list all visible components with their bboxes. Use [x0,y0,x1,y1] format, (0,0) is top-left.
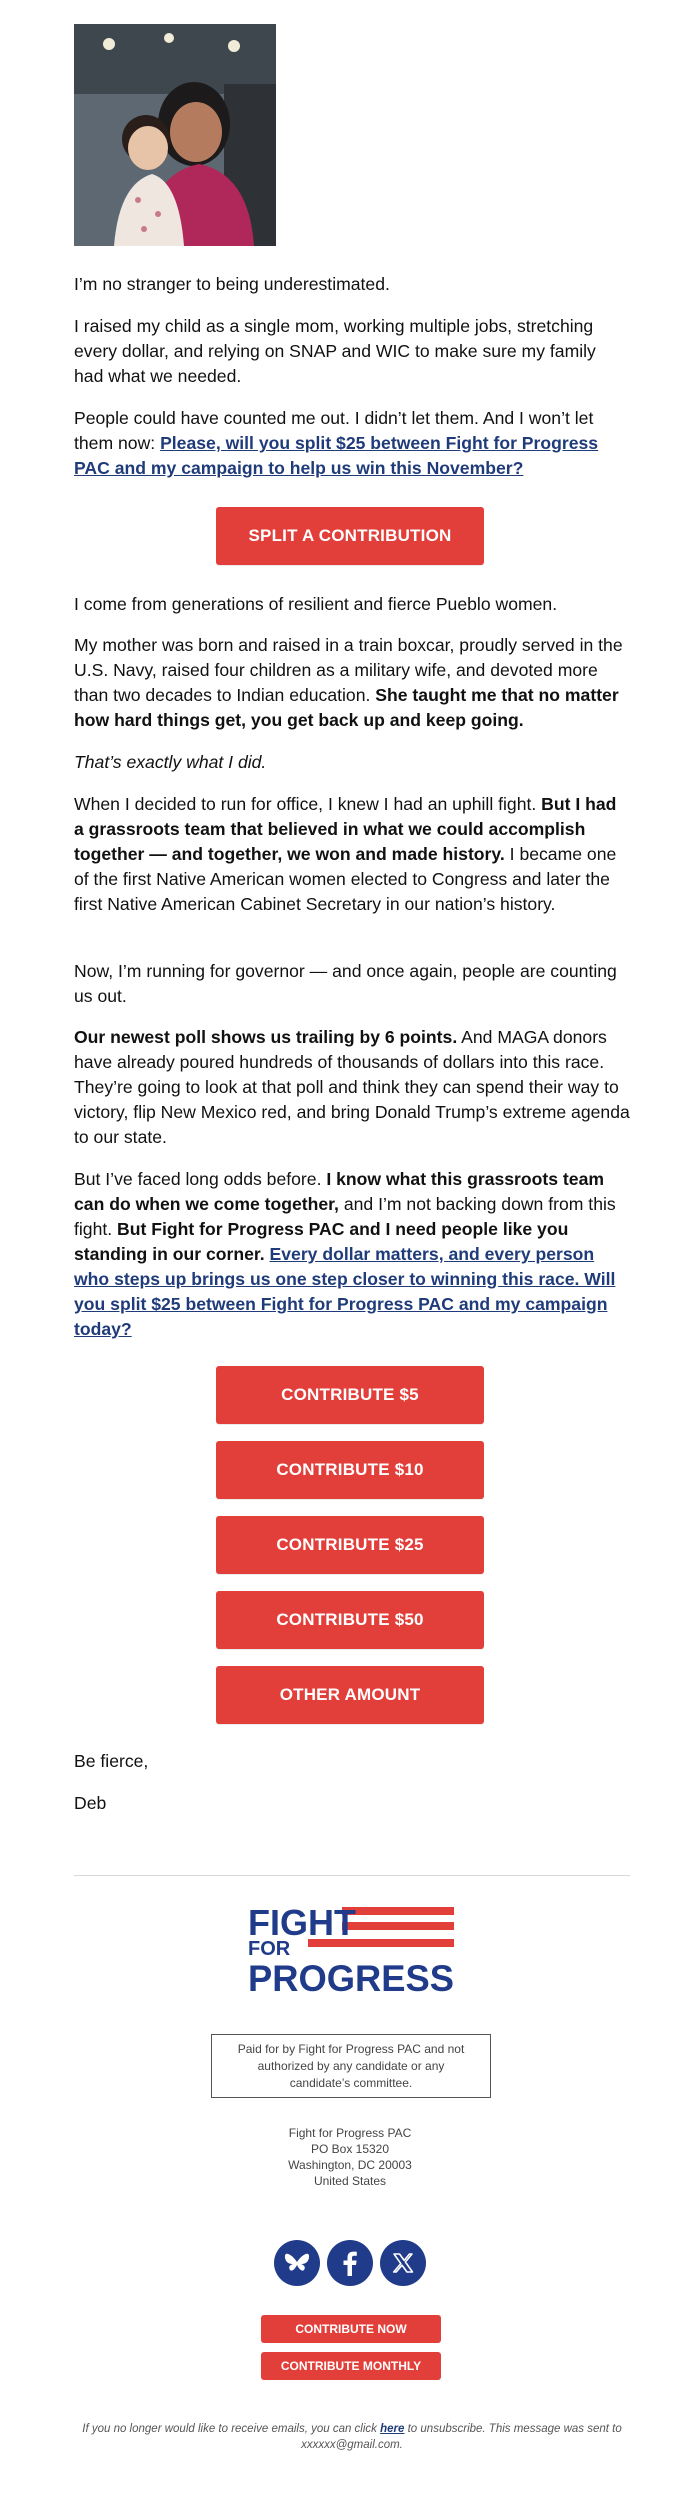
other-amount-button[interactable]: OTHER AMOUNT [216,1666,484,1724]
story-p6-text: And MAGA donors have already poured hundreds of thousands of dollars into this race. They’re going to look at that poll and think they can spend their way to victory, flip New Mexico red, and bring Donald Trump’s extreme agenda to our state. [74,1027,630,1147]
story-paragraph-5: Now, I’m running for governor — and once again, people are counting us out. [74,961,617,1006]
story-p6-bold: Our newest poll shows us trailing by 6 points. [74,1027,458,1047]
paid-for-disclaimer: Paid for by Fight for Progress PAC and not authorized by any candidate or any candidate’s committee. [211,2034,491,2098]
intro-line-2: I raised my child as a single mom, working multiple jobs, stretching every dollar, and relying on SNAP and WIC to make sure my family had what we needed. [74,316,596,386]
bluesky-link[interactable] [274,2240,320,2286]
mailing-address [250,2125,450,2189]
signoff-line-2: Deb [74,1793,107,1813]
contribute-25-button[interactable]: CONTRIBUTE $25 [216,1516,484,1574]
photo-illustration [74,24,276,246]
unsubscribe-link[interactable]: here [380,2423,405,2435]
intro-line-3-text: People could have counted me out. I didn’t let them. And I won’t let them now: [74,408,594,453]
story-paragraph-4 [74,792,630,917]
contribute-5-button[interactable]: CONTRIBUTE $5 [216,1366,484,1424]
contribute-10-button[interactable]: CONTRIBUTE $10 [216,1441,484,1499]
intro-line-1: I’m no stranger to being underestimated. [74,274,390,294]
candidate-photo [74,24,276,246]
logo-text-progress: PROGRESS [248,1958,454,1995]
footer-divider [74,1875,630,1876]
butterfly-icon [284,2251,310,2275]
split-25-link[interactable]: Please, will you split $25 between Fight for Progress PAC and my campaign to help us win this November? [74,433,599,478]
story-p7-text1: But I’ve faced long odds before. [74,1169,327,1189]
story-p2-text: My mother was born and raised in a train boxcar, proudly served in the U.S. Navy, raised four children as a military wife, and devoted more than two decades to Indian education. [74,635,623,705]
logo-text-for: FOR [248,1938,291,1960]
unsubscribe-notice [74,2421,630,2453]
story-p4-bold: But I had a grassroots team that believed in what we could accomplish together — and together, we won and made history. [74,794,617,864]
fight-for-progress-logo [248,1903,454,1995]
contribute-50-button[interactable]: CONTRIBUTE $50 [216,1591,484,1649]
unsub-text-1: If you no longer would like to receive emails, you can click [82,2423,381,2435]
story-p4-text2: I became one of the first Native American women elected to Congress and later the first Native American Cabinet Secretary in our nation’s history. [74,844,617,914]
address-line-4: United States [313,2174,387,2188]
unsub-text-2: to unsubscribe. This message was sent to xxxxxx@gmail.com. [301,2423,622,2451]
split-contribution-button[interactable]: SPLIT A CONTRIBUTION [216,507,484,565]
intro-line-3 [74,406,630,481]
address-line-3: Washington, DC 20003 [288,2158,412,2172]
story-p3-italic: That’s exactly what I did. [74,752,267,772]
story-paragraph-2 [74,633,630,733]
x-link[interactable] [380,2240,426,2286]
story-p2-bold: She taught me that no matter how hard things get, you get back up and keep going. [74,685,619,730]
address-line-1: Fight for Progress PAC [288,2126,412,2140]
facebook-link[interactable] [327,2240,373,2286]
logo-text-fight: FIGHT [248,1903,356,1943]
story-p4-text1: When I decided to run for office, I knew I had an uphill fight. [74,794,542,814]
story-p7-text2: and I’m not backing down from this fight. [74,1194,616,1239]
signoff-line-1: Be fierce, [74,1751,149,1771]
story-paragraph-3 [74,750,630,775]
x-icon [392,2252,414,2274]
story-paragraph-6 [74,1025,630,1150]
story-paragraph-1: I come from generations of resilient and fierce Pueblo women. [74,594,558,614]
every-dollar-link[interactable]: Every dollar matters, and every person who steps up brings us one step closer to winning this race. Will you split $25 between Fight for Progress PAC and my campaign today? [74,1244,616,1339]
story-p7-bold1: I know what this grassroots team can do when we come together, [74,1169,604,1214]
story-p7-bold2: But Fight for Progress PAC and I need people like you standing in our corner. [74,1219,569,1264]
address-line-2: PO Box 15320 [310,2142,390,2156]
contribute-now-button[interactable]: CONTRIBUTE NOW [261,2315,441,2343]
story-paragraph-7 [74,1167,630,1342]
logo-graphic [248,1903,454,1995]
facebook-icon [340,2250,360,2276]
contribute-monthly-button[interactable]: CONTRIBUTE MONTHLY [261,2352,441,2380]
